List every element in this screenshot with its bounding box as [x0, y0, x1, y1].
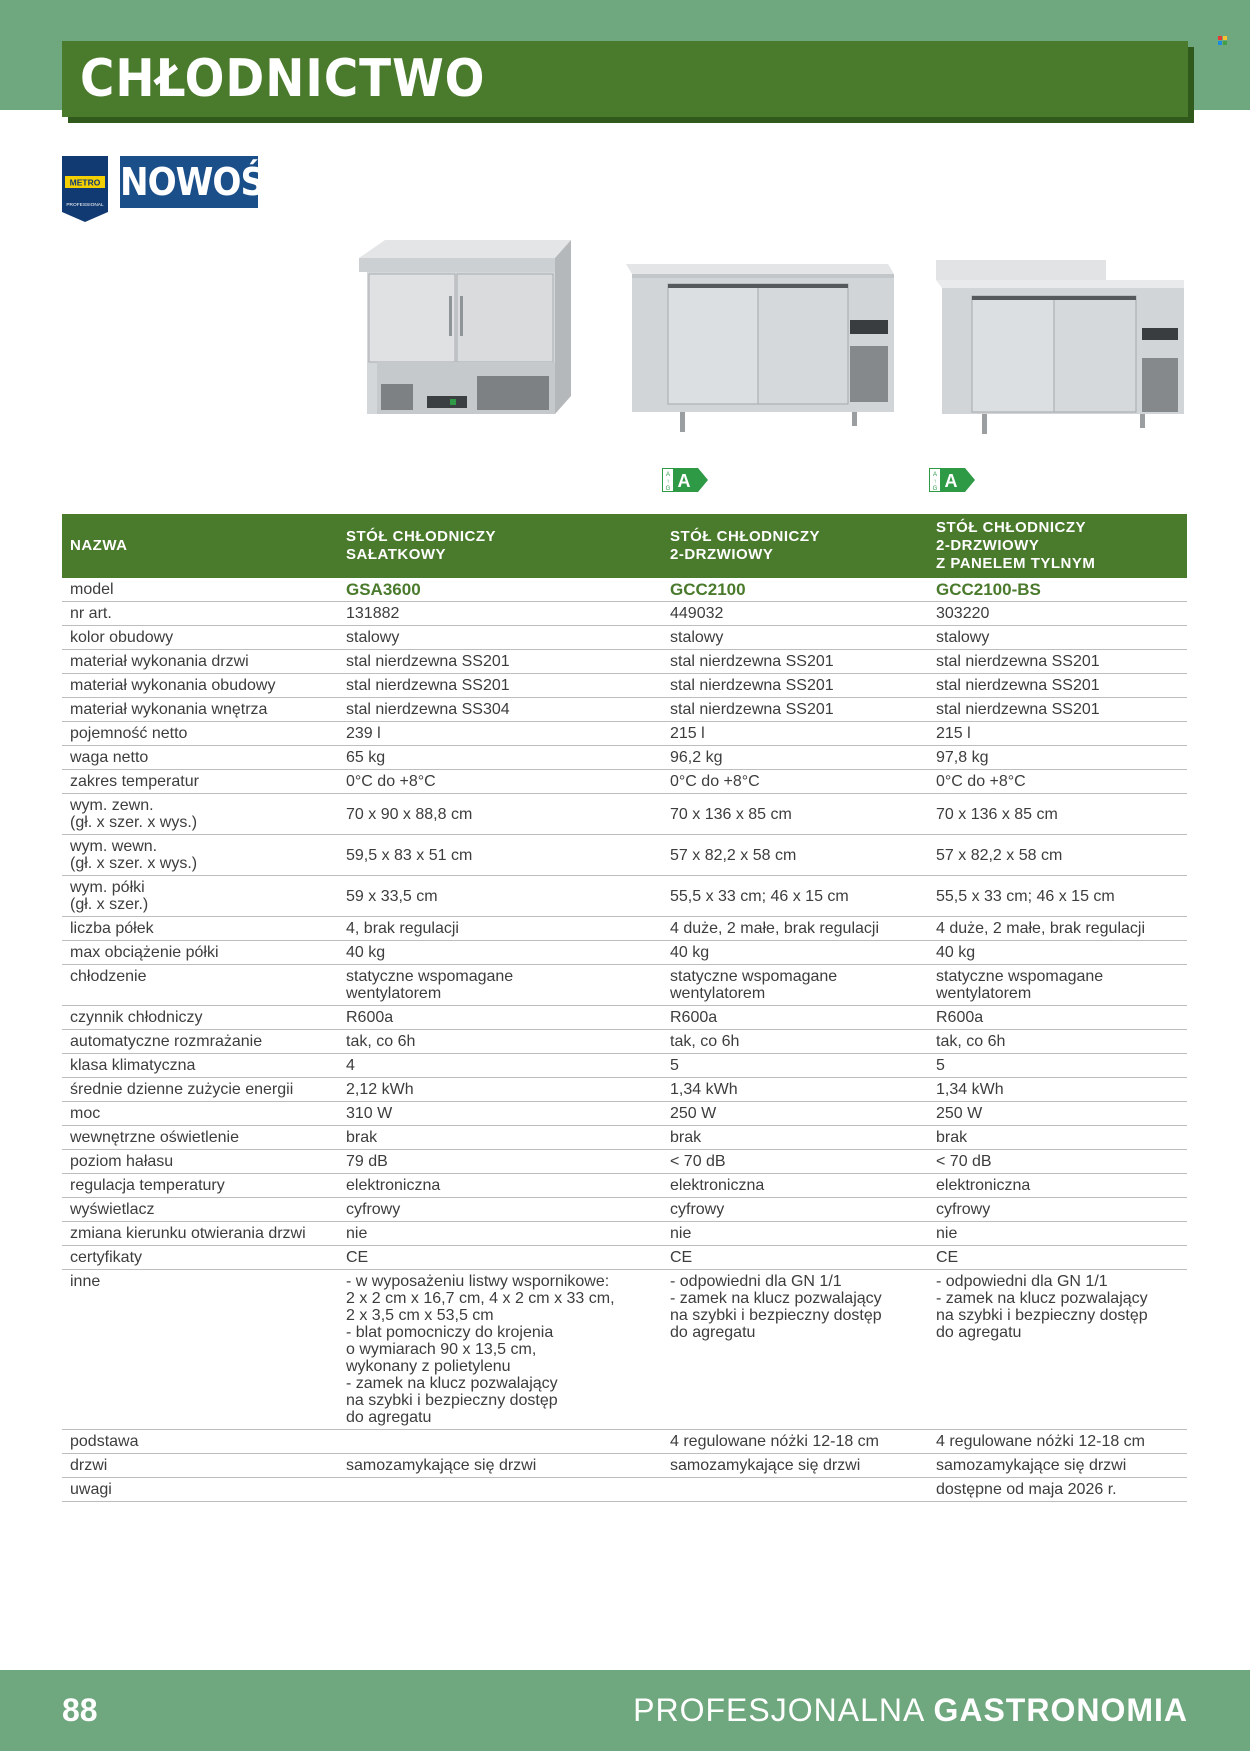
table-row	[62, 1478, 1187, 1502]
row-label: poziom hałasu	[62, 1150, 338, 1174]
row-label: automatyczne rozmrażanie	[62, 1030, 338, 1054]
row-label: drzwi	[62, 1454, 338, 1478]
table-row	[62, 941, 1187, 965]
table-header-row	[62, 514, 1187, 578]
corner-color-dots	[1218, 36, 1228, 46]
row-value: 97,8 kg	[928, 746, 1187, 770]
table-row	[62, 602, 1187, 626]
row-value: stal nierdzewna SS201	[928, 674, 1187, 698]
row-value: statyczne wspomagane wentylatorem	[662, 965, 928, 1006]
row-value: stal nierdzewna SS201	[928, 698, 1187, 722]
svg-text:A: A	[932, 472, 938, 478]
svg-text:↑: ↑	[933, 479, 937, 485]
table-row	[62, 1246, 1187, 1270]
row-value: CE	[928, 1246, 1187, 1270]
svg-text:G: G	[932, 486, 938, 492]
section-header	[62, 41, 1188, 117]
row-value: stalowy	[662, 626, 928, 650]
row-label: zmiana kierunku otwierania drzwi	[62, 1222, 338, 1246]
row-value: samozamykające się drzwi	[338, 1454, 662, 1478]
table-row	[62, 626, 1187, 650]
svg-text:↑: ↑	[666, 479, 670, 485]
row-value: 59 x 33,5 cm	[338, 876, 662, 917]
header-cell-product-2: STÓŁ CHŁODNICZY 2-DRZWIOWY	[662, 514, 928, 578]
row-value: 0°C do +8°C	[662, 770, 928, 794]
row-value: < 70 dB	[928, 1150, 1187, 1174]
table-row	[62, 876, 1187, 917]
row-value: brak	[662, 1126, 928, 1150]
row-value: 70 x 136 x 85 cm	[928, 794, 1187, 835]
row-value: statyczne wspomagane wentylatorem	[338, 965, 662, 1006]
table-row	[62, 722, 1187, 746]
row-value: elektroniczna	[338, 1174, 662, 1198]
row-value: 1,34 kWh	[662, 1078, 928, 1102]
row-value	[662, 1478, 928, 1502]
row-value: 5	[928, 1054, 1187, 1078]
row-value: brak	[338, 1126, 662, 1150]
row-label: materiał wykonania drzwi	[62, 650, 338, 674]
row-label: klasa klimatyczna	[62, 1054, 338, 1078]
row-label: czynnik chłodniczy	[62, 1006, 338, 1030]
row-value: 79 dB	[338, 1150, 662, 1174]
row-value: 65 kg	[338, 746, 662, 770]
row-value: nie	[662, 1222, 928, 1246]
row-value: 0°C do +8°C	[928, 770, 1187, 794]
row-value: 239 l	[338, 722, 662, 746]
row-value: elektroniczna	[928, 1174, 1187, 1198]
row-value: stal nierdzewna SS201	[928, 650, 1187, 674]
row-value: 4 duże, 2 małe, brak regulacji	[928, 917, 1187, 941]
row-label: liczba półek	[62, 917, 338, 941]
metro-sub-text: PROFESSIONAL	[66, 203, 104, 208]
row-value: cyfrowy	[338, 1198, 662, 1222]
row-value: 96,2 kg	[662, 746, 928, 770]
row-label: wym. wewn. (gł. x szer. x wys.)	[62, 835, 338, 876]
metro-professional-logo	[62, 156, 108, 222]
table-row	[62, 835, 1187, 876]
row-value: statyczne wspomagane wentylatorem	[928, 965, 1187, 1006]
svg-text:G: G	[665, 486, 671, 492]
row-value: 4 regulowane nóżki 12-18 cm	[662, 1430, 928, 1454]
row-label: certyfikaty	[62, 1246, 338, 1270]
row-value: 215 l	[662, 722, 928, 746]
row-value: GSA3600	[338, 578, 662, 602]
row-value: tak, co 6h	[338, 1030, 662, 1054]
row-value: samozamykające się drzwi	[662, 1454, 928, 1478]
table-row	[62, 746, 1187, 770]
row-value: tak, co 6h	[662, 1030, 928, 1054]
row-label: wyświetlacz	[62, 1198, 338, 1222]
row-value: elektroniczna	[662, 1174, 928, 1198]
row-label: inne	[62, 1270, 338, 1430]
row-value: GCC2100-BS	[928, 578, 1187, 602]
table-row	[62, 1126, 1187, 1150]
footer-brand	[633, 1688, 1188, 1732]
row-value: 310 W	[338, 1102, 662, 1126]
table-row	[62, 1198, 1187, 1222]
row-value: 40 kg	[928, 941, 1187, 965]
energy-class-letter: A	[944, 471, 958, 491]
row-value: 55,5 x 33 cm; 46 x 15 cm	[928, 876, 1187, 917]
row-value: 70 x 90 x 88,8 cm	[338, 794, 662, 835]
row-value: stal nierdzewna SS304	[338, 698, 662, 722]
row-value: 449032	[662, 602, 928, 626]
row-value: nie	[338, 1222, 662, 1246]
row-value: 131882	[338, 602, 662, 626]
row-value: 5	[662, 1054, 928, 1078]
row-value: 40 kg	[662, 941, 928, 965]
energy-label-gcc2100	[662, 468, 708, 492]
row-value: 57 x 82,2 x 58 cm	[928, 835, 1187, 876]
row-value: brak	[928, 1126, 1187, 1150]
row-label: wym. zewn. (gł. x szer. x wys.)	[62, 794, 338, 835]
header-cell-product-3: STÓŁ CHŁODNICZY 2-DRZWIOWY Z PANELEM TYLNYM	[928, 514, 1187, 578]
row-label: materiał wykonania wnętrza	[62, 698, 338, 722]
row-value: 250 W	[662, 1102, 928, 1126]
row-value: 40 kg	[338, 941, 662, 965]
row-value: 57 x 82,2 x 58 cm	[662, 835, 928, 876]
section-title: CHŁODNICTWO	[80, 49, 486, 109]
row-label: materiał wykonania obudowy	[62, 674, 338, 698]
row-value: R600a	[928, 1006, 1187, 1030]
product-image-gsa3600	[355, 236, 575, 456]
table-row	[62, 1222, 1187, 1246]
specification-table	[62, 514, 1187, 1502]
row-label: uwagi	[62, 1478, 338, 1502]
footer-brand-light: PROFESJONALNA	[633, 1692, 924, 1728]
svg-text:A: A	[665, 472, 671, 478]
row-value: stal nierdzewna SS201	[662, 674, 928, 698]
product-image-gcc2100	[624, 262, 894, 442]
table-row	[62, 1454, 1187, 1478]
row-value: stal nierdzewna SS201	[662, 650, 928, 674]
row-value: cyfrowy	[928, 1198, 1187, 1222]
row-value: nie	[928, 1222, 1187, 1246]
row-value: samozamykające się drzwi	[928, 1454, 1187, 1478]
footer-brand-bold: GASTRONOMIA	[933, 1692, 1188, 1728]
table-row	[62, 650, 1187, 674]
row-value: cyfrowy	[662, 1198, 928, 1222]
row-value: < 70 dB	[662, 1150, 928, 1174]
row-label: średnie dzienne zużycie energii	[62, 1078, 338, 1102]
product-image-gcc2100-bs	[934, 258, 1186, 442]
page-footer	[0, 1670, 1250, 1751]
table-row	[62, 674, 1187, 698]
row-value: 215 l	[928, 722, 1187, 746]
header-cell-product-1: STÓŁ CHŁODNICZY SAŁATKOWY	[338, 514, 662, 578]
table-row	[62, 578, 1187, 602]
table-row	[62, 1430, 1187, 1454]
row-label: nr art.	[62, 602, 338, 626]
table-row	[62, 965, 1187, 1006]
row-value: - w wyposażeniu listwy wspornikowe: 2 x 2 cm x 16,7 cm, 4 x 2 cm x 33 cm, 2 x 3,5 cm x 53,5 cm - blat pomocniczy do krojenia o wymiarach 90 x 13,5 cm, wykonany z polietylenu - zamek na klucz pozwalający na szybki i bezpieczny dostęp do agregatu	[338, 1270, 662, 1430]
row-value: tak, co 6h	[928, 1030, 1187, 1054]
row-value: stal nierdzewna SS201	[662, 698, 928, 722]
table-row	[62, 1270, 1187, 1430]
row-value: 0°C do +8°C	[338, 770, 662, 794]
table-row	[62, 1102, 1187, 1126]
table-row	[62, 770, 1187, 794]
metro-brand-text: METRO	[69, 177, 101, 188]
row-label: max obciążenie półki	[62, 941, 338, 965]
table-row	[62, 1150, 1187, 1174]
table-row	[62, 698, 1187, 722]
row-value: CE	[662, 1246, 928, 1270]
row-value: 55,5 x 33 cm; 46 x 15 cm	[662, 876, 928, 917]
row-label: podstawa	[62, 1430, 338, 1454]
row-value: stalowy	[928, 626, 1187, 650]
table-row	[62, 1054, 1187, 1078]
row-value: R600a	[338, 1006, 662, 1030]
row-label: wym. półki (gł. x szer.)	[62, 876, 338, 917]
row-value: 1,34 kWh	[928, 1078, 1187, 1102]
row-value: - odpowiedni dla GN 1/1 - zamek na klucz pozwalający na szybki i bezpieczny dostęp do agregatu	[928, 1270, 1187, 1430]
row-value: stalowy	[338, 626, 662, 650]
row-value	[338, 1478, 662, 1502]
table-row	[62, 917, 1187, 941]
header-cell-name: NAZWA	[62, 514, 338, 578]
row-value: 303220	[928, 602, 1187, 626]
table-row	[62, 1174, 1187, 1198]
row-value: GCC2100	[662, 578, 928, 602]
row-label: kolor obudowy	[62, 626, 338, 650]
row-value: CE	[338, 1246, 662, 1270]
row-label: moc	[62, 1102, 338, 1126]
row-value: 4 duże, 2 małe, brak regulacji	[662, 917, 928, 941]
row-label: zakres temperatur	[62, 770, 338, 794]
row-value: stal nierdzewna SS201	[338, 674, 662, 698]
row-value	[338, 1430, 662, 1454]
table-row	[62, 1006, 1187, 1030]
new-badge: NOWOŚĆ	[120, 156, 258, 208]
row-label: waga netto	[62, 746, 338, 770]
table-row	[62, 1078, 1187, 1102]
row-value: 2,12 kWh	[338, 1078, 662, 1102]
energy-label-gcc2100-bs	[929, 468, 975, 492]
row-value: dostępne od maja 2026 r.	[928, 1478, 1187, 1502]
row-value: 4 regulowane nóżki 12-18 cm	[928, 1430, 1187, 1454]
row-label: chłodzenie	[62, 965, 338, 1006]
row-value: 70 x 136 x 85 cm	[662, 794, 928, 835]
row-value: 4	[338, 1054, 662, 1078]
row-value: - odpowiedni dla GN 1/1 - zamek na klucz pozwalający na szybki i bezpieczny dostęp do agregatu	[662, 1270, 928, 1430]
energy-class-letter: A	[677, 471, 691, 491]
table-row	[62, 794, 1187, 835]
page-number: 88	[62, 1692, 98, 1728]
row-label: regulacja temperatury	[62, 1174, 338, 1198]
row-label: wewnętrzne oświetlenie	[62, 1126, 338, 1150]
row-value: stal nierdzewna SS201	[338, 650, 662, 674]
row-label: pojemność netto	[62, 722, 338, 746]
row-label: model	[62, 578, 338, 602]
row-value: R600a	[662, 1006, 928, 1030]
table-row	[62, 1030, 1187, 1054]
row-value: 250 W	[928, 1102, 1187, 1126]
row-value: 59,5 x 83 x 51 cm	[338, 835, 662, 876]
row-value: 4, brak regulacji	[338, 917, 662, 941]
